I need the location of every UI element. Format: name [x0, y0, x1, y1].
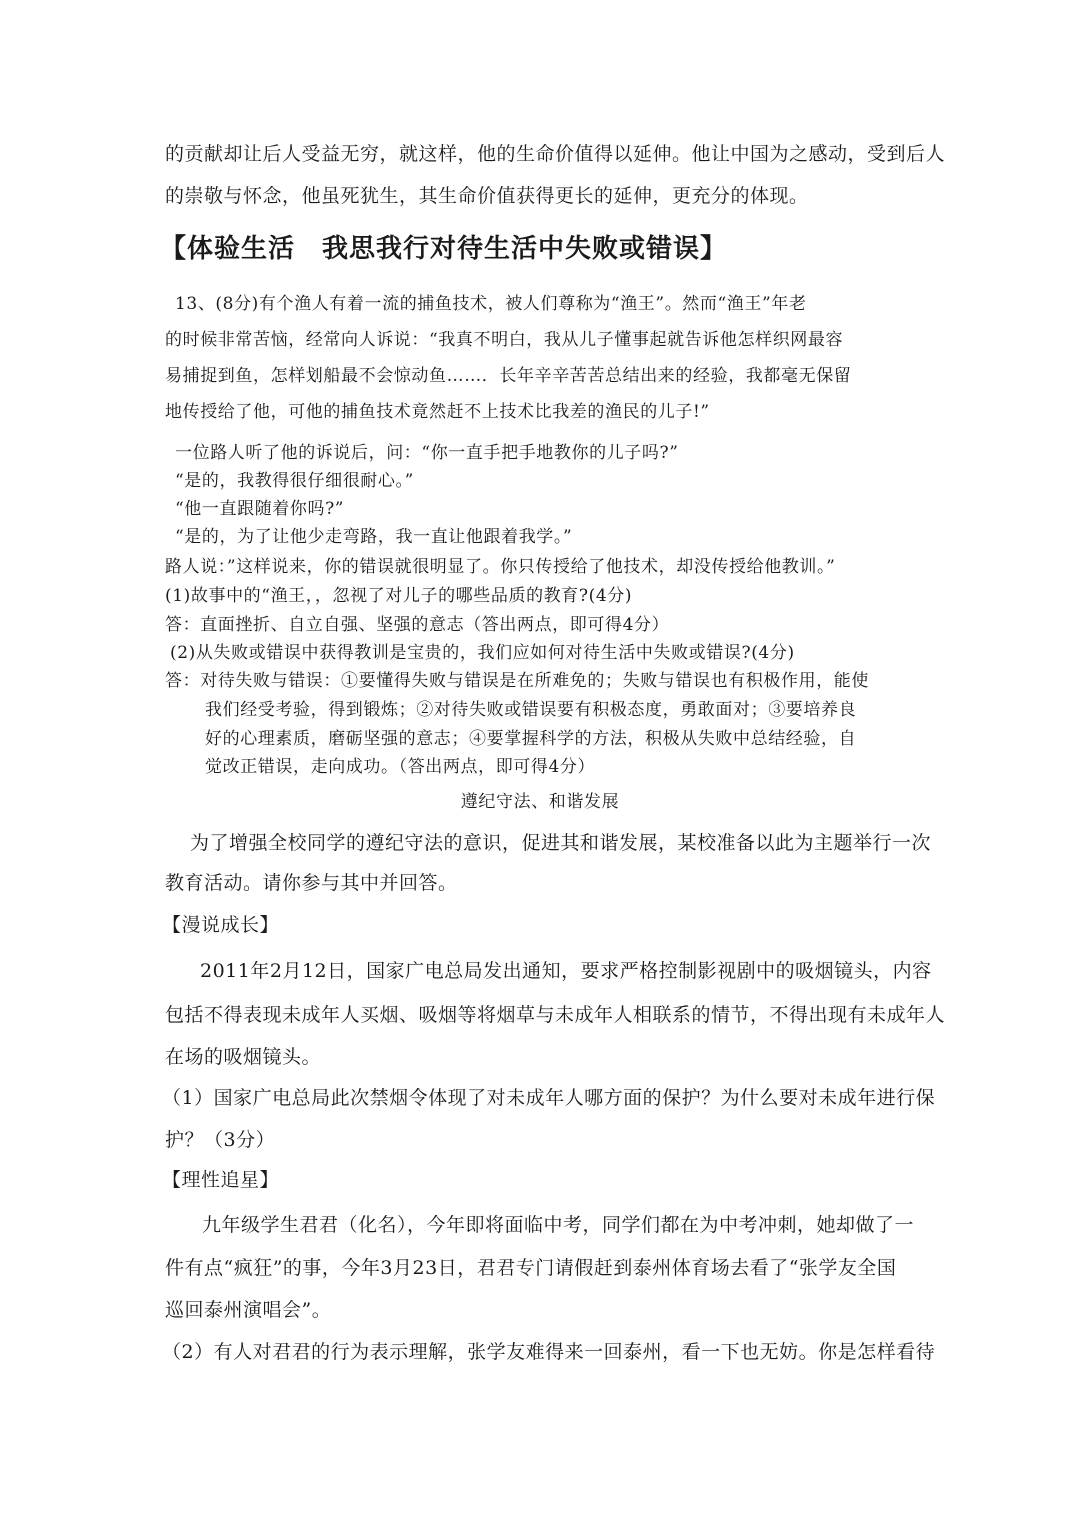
part-text-line: 巡回泰州演唱会”。: [165, 1299, 332, 1321]
intro-line: 的贡献却让后人受益无穷，就这样，他的生命价值得以延伸。他让中国为之感动，受到后人: [165, 143, 946, 165]
part-text-line: 包括不得表现未成年人买烟、吸烟等将烟草与未成年人相联系的情节，不得出现有未成年人: [165, 1004, 946, 1026]
story-line: “是的，我教得很仔细很耐心。”: [175, 471, 414, 491]
part-text-line: 2011年2月12日，国家广电总局发出通知，要求严格控制影视剧中的吸烟镜头，内容: [200, 960, 932, 982]
part-question-line: （1）国家广电总局此次禁烟令体现了对未成年人哪方面的保护？为什么要对未成年进行保: [162, 1087, 936, 1109]
story-line: 路人说：”这样说来，你的错误就很明显了。你只传授给了他技术，却没传授给他教训。”: [165, 557, 836, 577]
part-text-line: 在场的吸烟镜头。: [165, 1046, 322, 1068]
sub-answer-1: 答：直面挫折、自立自强、坚强的意志（答出两点，即可得4分）: [165, 615, 670, 635]
story-line: “他一直跟随着你吗?”: [175, 499, 345, 519]
section-intro-line: 教育活动。请你参与其中并回答。: [165, 872, 458, 894]
part-heading: 【漫说成长】: [162, 914, 280, 936]
part-heading: 【理性追星】: [162, 1169, 280, 1191]
section-heading: 【体验生活 我思我行对待生活中失败或错误】: [160, 234, 728, 264]
story-line: 易捕捉到鱼，怎样划船最不会惊动鱼……．长年辛辛苦苦总结出来的经验，我都毫无保留: [165, 366, 852, 386]
sub-answer-2-line: 答：对待失败与错误：①要懂得失败与错误是在所难免的；失败与错误也有积极作用，能使: [165, 671, 869, 691]
story-line: “是的，为了让他少走弯路，我一直让他跟着我学。”: [175, 527, 573, 547]
sub-question-1: (1)故事中的“渔王，，忽视了对儿子的哪些品质的教育?(4分): [165, 586, 633, 606]
story-line: 一位路人听了他的诉说后，问：“你一直手把手地教你的儿子吗?”: [175, 443, 679, 463]
intro-line: 的崇敬与怀念，他虽死犹生，其生命价值获得更长的延伸，更充分的体现。: [165, 185, 809, 207]
section-title: 遵纪守法、和谐发展: [460, 792, 620, 812]
section-intro-line: 为了增强全校同学的遵纪守法的意识，促进其和谐发展，某校准备以此为主题举行一次: [190, 832, 932, 854]
sub-answer-2-line: 我们经受考验，得到锻炼；②对待失败或错误要有积极态度，勇敢面对；③要培养良: [205, 700, 857, 720]
story-line: 的时候非常苦恼，经常向人诉说：“我真不明白，我从儿子懂事起就告诉他怎样织网最容: [165, 330, 844, 350]
sub-question-2: (2)从失败或错误中获得教训是宝贵的，我们应如何对待生活中失败或错误?(4分): [170, 643, 795, 663]
part-text-line: 件有点“疯狂”的事，今年3月23日，君君专门请假赶到泰州体育场去看了“张学友全国: [165, 1257, 897, 1279]
part-text-line: 九年级学生君君（化名），今年即将面临中考，同学们都在为中考冲刺，她却做了一: [202, 1214, 915, 1236]
part-question-line: （2）有人对君君的行为表示理解，张学友难得来一回泰州，看一下也无妨。你是怎样看待: [162, 1341, 936, 1363]
story-line: 13、(8分)有个渔人有着一流的捕鱼技术，被人们尊称为“渔王”。然而“渔王”年老: [175, 294, 807, 314]
sub-answer-2-line: 觉改正错误，走向成功。（答出两点，即可得4分）: [205, 757, 596, 777]
part-question-line: 护？（3分）: [165, 1129, 276, 1151]
sub-answer-2-line: 好的心理素质，磨砺坚强的意志；④要掌握科学的方法，积极从失败中总结经验，自: [205, 729, 857, 749]
story-line: 地传授给了他，可他的捕鱼技术竟然赶不上技术比我差的渔民的儿子!”: [165, 402, 710, 422]
